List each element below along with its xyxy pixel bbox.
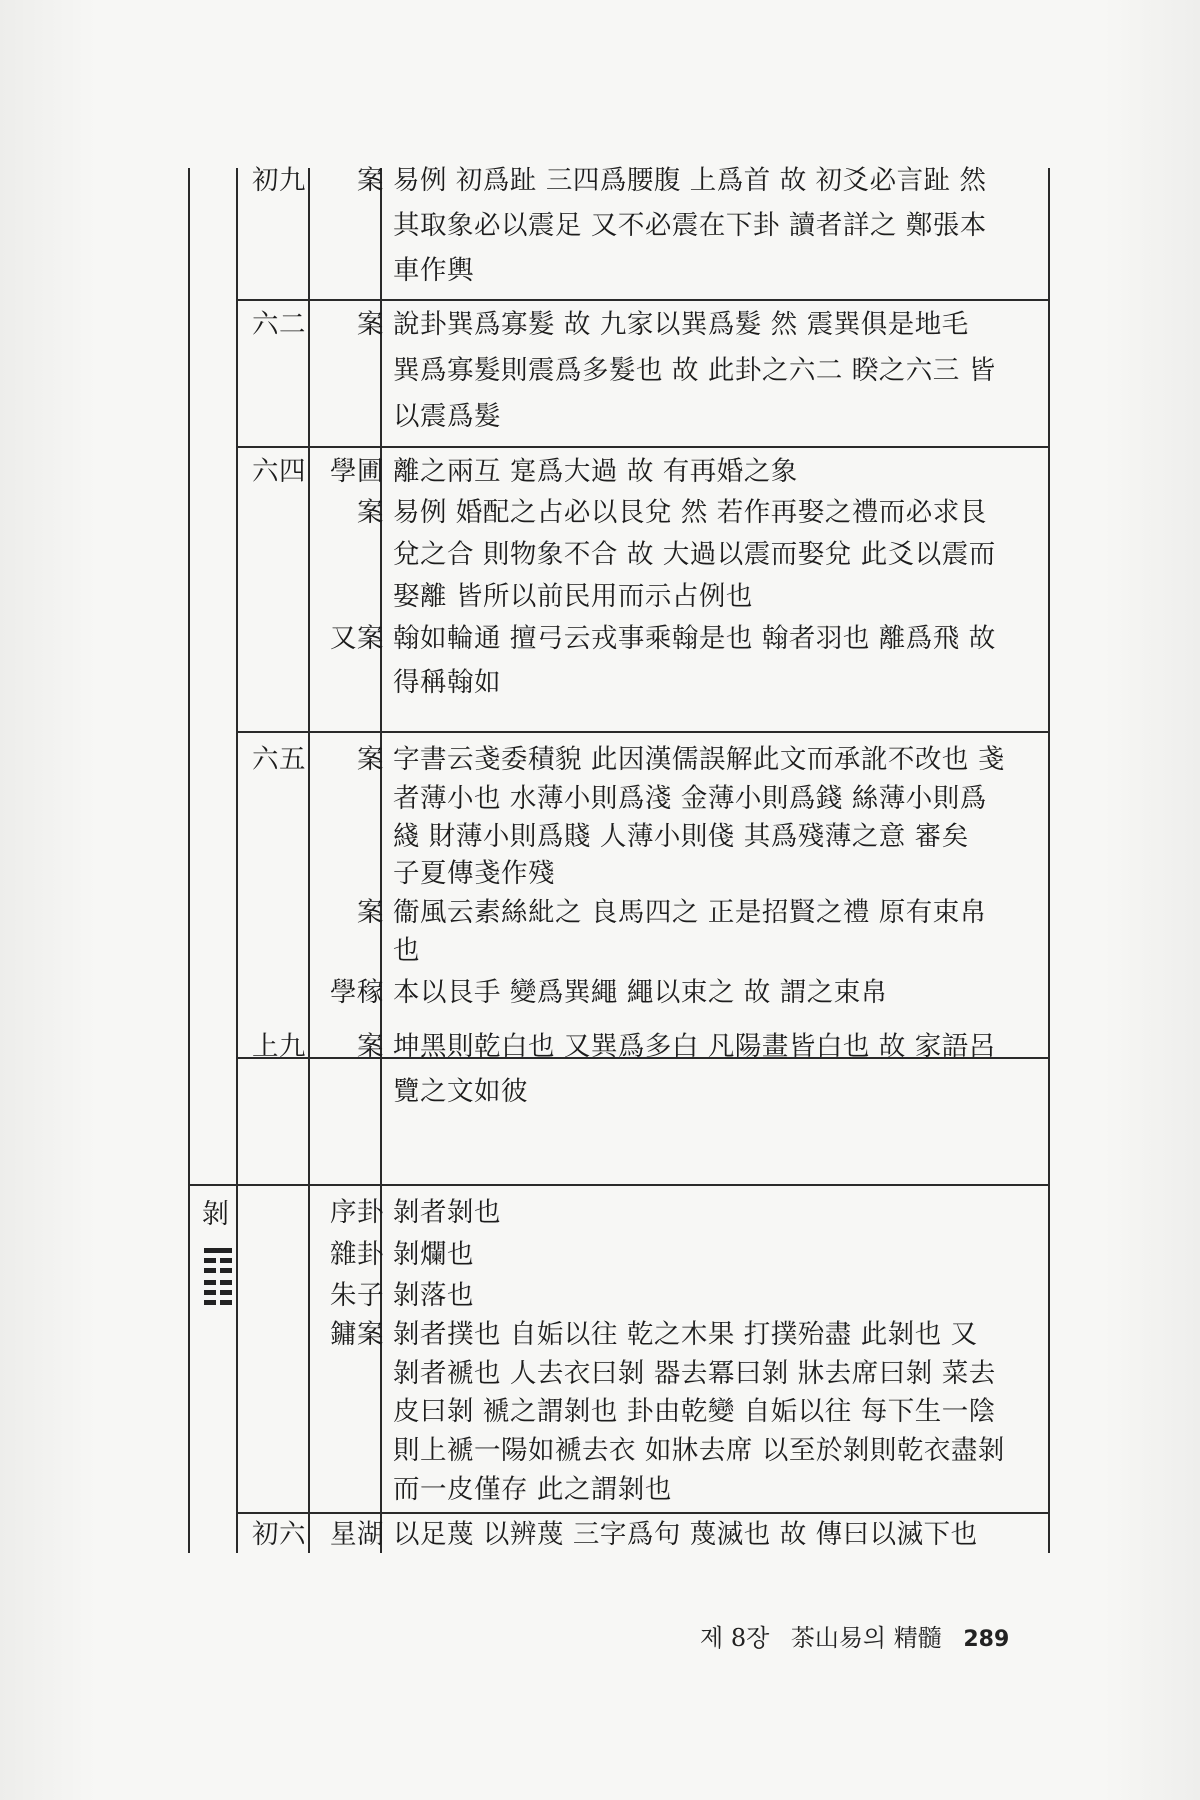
commentator-label: 序卦 [330,1197,384,1228]
commentary-text-line: 翰如輪通 擅弓云戎事乘翰是也 翰者羽也 離爲飛 故 [393,623,996,654]
commentary-text-line: 剝者剝也 [393,1197,501,1228]
table-right-border [1048,168,1050,1553]
commentary-text-line: 離之兩互 寔爲大過 故 有再婚之象 [393,456,798,487]
commentator-label: 案 [357,744,384,775]
commentary-text-line: 說卦巽爲寡髮 故 九家以巽爲髮 然 震巽俱是地毛 [393,309,969,340]
commentator-label: 案 [357,165,384,196]
commentator-label: 案 [357,1031,384,1062]
commentary-text-line: 剝爛也 [393,1239,474,1270]
commentary-text-line: 坤黑則乾白也 又巽爲多白 凡陽畫皆白也 故 家語呂 [393,1031,996,1062]
hexagram-divider [188,1184,1050,1186]
commentary-text-line: 綫 財薄小則爲賤 人薄小則俴 其爲殘薄之意 審矣 [393,821,969,852]
chapter-title: 茶山易의 精髓 [790,1624,942,1652]
line-position-label: 六二 [252,309,306,340]
commentary-text-line: 剝者褫也 人去衣曰剝 器去冪曰剝 牀去席曰剝 菜去 [393,1358,996,1389]
commentator-label: 案 [357,897,384,928]
commentator-label: 案 [357,497,384,528]
commentary-text-line: 娶離 皆所以前民用而示占例也 [393,581,753,612]
commentary-text-line: 得稱翰如 [393,667,501,698]
chapter-label: 제 8장 [700,1624,770,1652]
commentary-text-line: 易例 初爲趾 三四爲腰腹 上爲首 故 初爻必言趾 然 [393,165,987,196]
commentary-text-line: 者薄小也 水薄小則爲淺 金薄小則爲錢 絲薄小則爲 [393,783,987,814]
page-footer [700,1618,1060,1658]
position-col-right-rule [308,168,310,1553]
commentator-label: 雜卦 [330,1239,384,1270]
row-divider [236,446,1050,448]
commentary-text-line: 字書云戔委積貌 此因漢儒誤解此文而承訛不改也 戔 [393,744,1005,775]
commentary-text-line: 皮曰剝 褫之謂剝也 卦由乾變 自姤以往 每下生一陰 [393,1396,996,1427]
commentator-label: 學圃 [330,456,384,487]
commentary-text-line: 車作輿 [393,255,474,286]
commentary-text-line: 剝落也 [393,1280,474,1311]
commentator-label: 星湖 [330,1519,384,1550]
line-position-label: 上九 [252,1031,306,1062]
commentary-text-line: 而一皮僅存 此之謂剝也 [393,1474,672,1505]
commentary-text-line: 本以艮手 變爲巽繩 繩以束之 故 謂之束帛 [393,977,888,1008]
row-divider [236,299,1050,301]
commentary-text-line: 以震爲髮 [393,401,501,432]
row-divider [236,731,1050,733]
line-position-label: 初六 [252,1519,306,1550]
table-left-border [188,168,190,1553]
commentary-text-line: 也 [393,935,420,966]
commentary-text-line: 覽之文如彼 [393,1076,528,1107]
commentary-text-line: 則上褫一陽如褫去衣 如牀去席 以至於剝則乾衣盡剝 [393,1435,1005,1466]
commentary-text-line: 以足蔑 以辨蔑 三字爲句 蔑滅也 故 傳曰以滅下也 [393,1519,978,1550]
bo-hexagram-icon [204,1248,232,1310]
commentary-table [188,165,1050,1553]
commentary-text-line: 子夏傳戔作殘 [393,858,555,889]
commentator-label: 案 [357,309,384,340]
position-col-left-rule [236,168,238,1553]
commentator-label: 又案 [330,623,384,654]
commentary-text-line: 衞風云素絲紕之 良馬四之 正是招賢之禮 原有束帛 [393,897,987,928]
commentary-text-line: 易例 婚配之占必以艮兌 然 若作再娶之禮而必求艮 [393,497,987,528]
commentary-text-line: 剝者撲也 自姤以往 乾之木果 打撲殆盡 此剝也 又 [393,1319,978,1350]
commentator-label: 鏞案 [330,1319,384,1350]
commentary-text-line: 兌之合 則物象不合 故 大過以震而娶兌 此爻以震而 [393,539,996,570]
row-divider [236,1512,1050,1514]
page-number: 289 [963,1627,1010,1652]
line-position-label: 初九 [252,165,306,196]
hexagram-name: 剝 [202,1199,230,1230]
commentator-label: 朱子 [330,1280,384,1311]
commentator-label: 學稼 [330,977,384,1008]
commentary-text-line: 巽爲寡髮則震爲多髮也 故 此卦之六二 睽之六三 皆 [393,355,996,386]
line-position-label: 六五 [252,744,306,775]
line-position-label: 六四 [252,456,306,487]
commentary-text-line: 其取象必以震足 又不必震在下卦 讀者詳之 鄭張本 [393,210,987,241]
